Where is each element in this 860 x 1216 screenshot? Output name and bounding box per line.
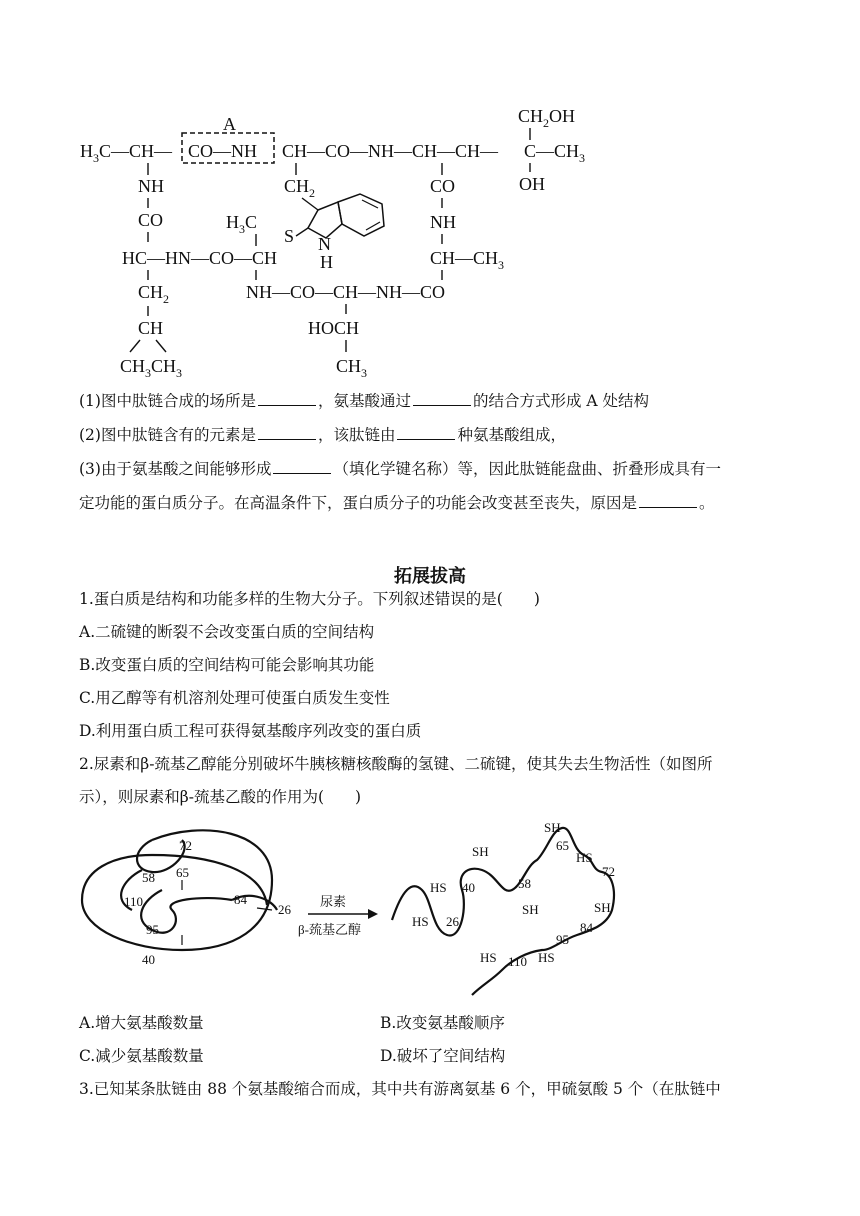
left-num-72: 72 bbox=[179, 838, 192, 853]
right-co: CO bbox=[430, 176, 456, 196]
right-hs-2: HS bbox=[412, 914, 429, 929]
bottom-row: NH—CO—CH—NH—CO bbox=[246, 282, 446, 302]
main-chain-h3c: $H_3C—CH—$ bbox=[80, 141, 173, 165]
mc1-option-c[interactable]: C.用乙醇等有机溶剂处理可使蛋白质发生变性 bbox=[79, 689, 390, 707]
peptide-structure-diagram bbox=[70, 100, 630, 385]
ch2oh-group: $CH_2OH$ bbox=[518, 106, 576, 130]
right-sh-3: SH bbox=[522, 902, 539, 917]
right-num-95: 95 bbox=[556, 932, 569, 947]
left-num-58: 58 bbox=[142, 870, 155, 885]
right-num-72: 72 bbox=[602, 864, 615, 879]
right-hs-1: HS bbox=[430, 880, 447, 895]
oh-group: OH bbox=[519, 174, 545, 194]
blank-1[interactable] bbox=[258, 391, 316, 406]
left-hc-hn-co-ch: HC—HN—CO—CH bbox=[122, 248, 278, 268]
q1-line1: (1)图中肽链合成的场所是 ，氨基酸通过 的结合方式形成 A 处结构 bbox=[79, 392, 650, 410]
right-sh-2: SH bbox=[544, 820, 561, 835]
mc2-stem-line1: 2.尿素和β-巯基乙醇能分别破坏牛胰核糖核酸酶的氢键、二硫键，使其失去生物活性（如图所 bbox=[79, 755, 713, 773]
mc1-option-a[interactable]: A.二硫键的断裂不会改变蛋白质的空间结构 bbox=[79, 623, 375, 641]
left-num-40: 40 bbox=[142, 952, 155, 967]
mc3-stem: 3.已知某条肽链由 88 个氨基酸缩合而成，其中共有游离氨基 6 个，甲硫氨酸 5 个（在肽链中 bbox=[79, 1080, 721, 1098]
right-num-110: 110 bbox=[508, 954, 528, 969]
left-ch: CH bbox=[138, 318, 164, 338]
label-a: A bbox=[223, 114, 236, 134]
protein-denaturation-diagram bbox=[72, 810, 632, 1000]
mc2-option-b[interactable]: B.改变氨基酸顺序 bbox=[380, 1014, 505, 1032]
q1-line3: (3)由于氨基酸之间能够形成 （填化学键名称）等，因此肽链能盘曲、折叠形成具有一 bbox=[79, 460, 721, 478]
sulfur-label: S bbox=[284, 226, 295, 246]
blank-2[interactable] bbox=[413, 391, 471, 406]
main-chain-rest: CH—CO—NH—CH—CH— bbox=[282, 141, 499, 161]
mc2-option-d[interactable]: D.破坏了空间结构 bbox=[380, 1047, 506, 1065]
q1-line2: (2)图中肽链含有的元素是 ，该肽链由 种氨基酸组成， bbox=[79, 426, 566, 444]
left-num-26: 26 bbox=[278, 902, 291, 917]
mc2-option-c[interactable]: C.减少氨基酸数量 bbox=[79, 1047, 204, 1065]
main-chain-c: C bbox=[524, 141, 537, 161]
right-num-65: 65 bbox=[556, 838, 569, 853]
arrow-label-urea: 尿素 bbox=[320, 894, 347, 909]
right-hs-3: HS bbox=[576, 850, 593, 865]
right-hs-5: HS bbox=[538, 950, 555, 965]
left-num-95: 95 bbox=[146, 922, 159, 937]
right-num-58: 58 bbox=[518, 876, 531, 891]
mc1-option-b[interactable]: B.改变蛋白质的空间结构可能会影响其功能 bbox=[79, 656, 375, 674]
section-title: 拓展拔高 bbox=[394, 566, 466, 587]
mc2-stem-line2: 示），则尿素和β-巯基乙酸的作用为( ) bbox=[79, 788, 362, 806]
right-num-84: 84 bbox=[580, 920, 593, 935]
hoch-group: HOCH bbox=[308, 318, 360, 338]
trp-ch2: $CH_2$ bbox=[284, 176, 316, 200]
left-num-84: 84 bbox=[234, 892, 247, 907]
main-chain-ch3: $—CH_3$ bbox=[536, 141, 586, 165]
right-hs-4: HS bbox=[480, 950, 497, 965]
arrow-label-mercaptoethanol: β-巯基乙醇 bbox=[298, 922, 361, 937]
indole-six-ring bbox=[338, 194, 384, 236]
right-ch-ch3: $CH—CH_3$ bbox=[430, 248, 505, 272]
right-nh: NH bbox=[430, 212, 456, 232]
mc1-stem: 1.蛋白质是结构和功能多样的生物大分子。下列叙述错误的是( ) bbox=[79, 590, 540, 608]
left-nh: NH bbox=[138, 176, 164, 196]
indole-n: N bbox=[318, 234, 331, 254]
bottom-ch3: $CH_3$ bbox=[336, 356, 368, 380]
left-ch3-ch3: $CH_3CH_3$ bbox=[120, 356, 183, 380]
q1-line4: 定功能的蛋白质分子。在高温条件下，蛋白质分子的功能会改变甚至丧失，原因是 。 bbox=[79, 494, 715, 512]
right-num-26: 26 bbox=[446, 914, 459, 929]
left-num-65: 65 bbox=[176, 865, 189, 880]
blank-4[interactable] bbox=[397, 425, 455, 440]
left-co: CO bbox=[138, 210, 164, 230]
h3c-group: $H_3C$ bbox=[226, 212, 258, 236]
indole-five-ring bbox=[308, 202, 342, 238]
left-ch2: $CH_2$ bbox=[138, 282, 170, 306]
right-num-40: 40 bbox=[462, 880, 475, 895]
right-sh-4: SH bbox=[594, 900, 611, 915]
left-num-110: 110 bbox=[124, 894, 144, 909]
indole-h: H bbox=[320, 252, 333, 272]
blank-3[interactable] bbox=[258, 425, 316, 440]
blank-6[interactable] bbox=[639, 493, 697, 508]
mc2-option-a[interactable]: A.增大氨基酸数量 bbox=[79, 1014, 204, 1032]
main-chain-peptide-bond: CO—NH bbox=[188, 141, 258, 161]
arrow-head bbox=[368, 909, 378, 919]
right-sh-1: SH bbox=[472, 844, 489, 859]
mc1-option-d[interactable]: D.利用蛋白质工程可获得氨基酸序列改变的蛋白质 bbox=[79, 722, 422, 740]
blank-5[interactable] bbox=[273, 459, 331, 474]
